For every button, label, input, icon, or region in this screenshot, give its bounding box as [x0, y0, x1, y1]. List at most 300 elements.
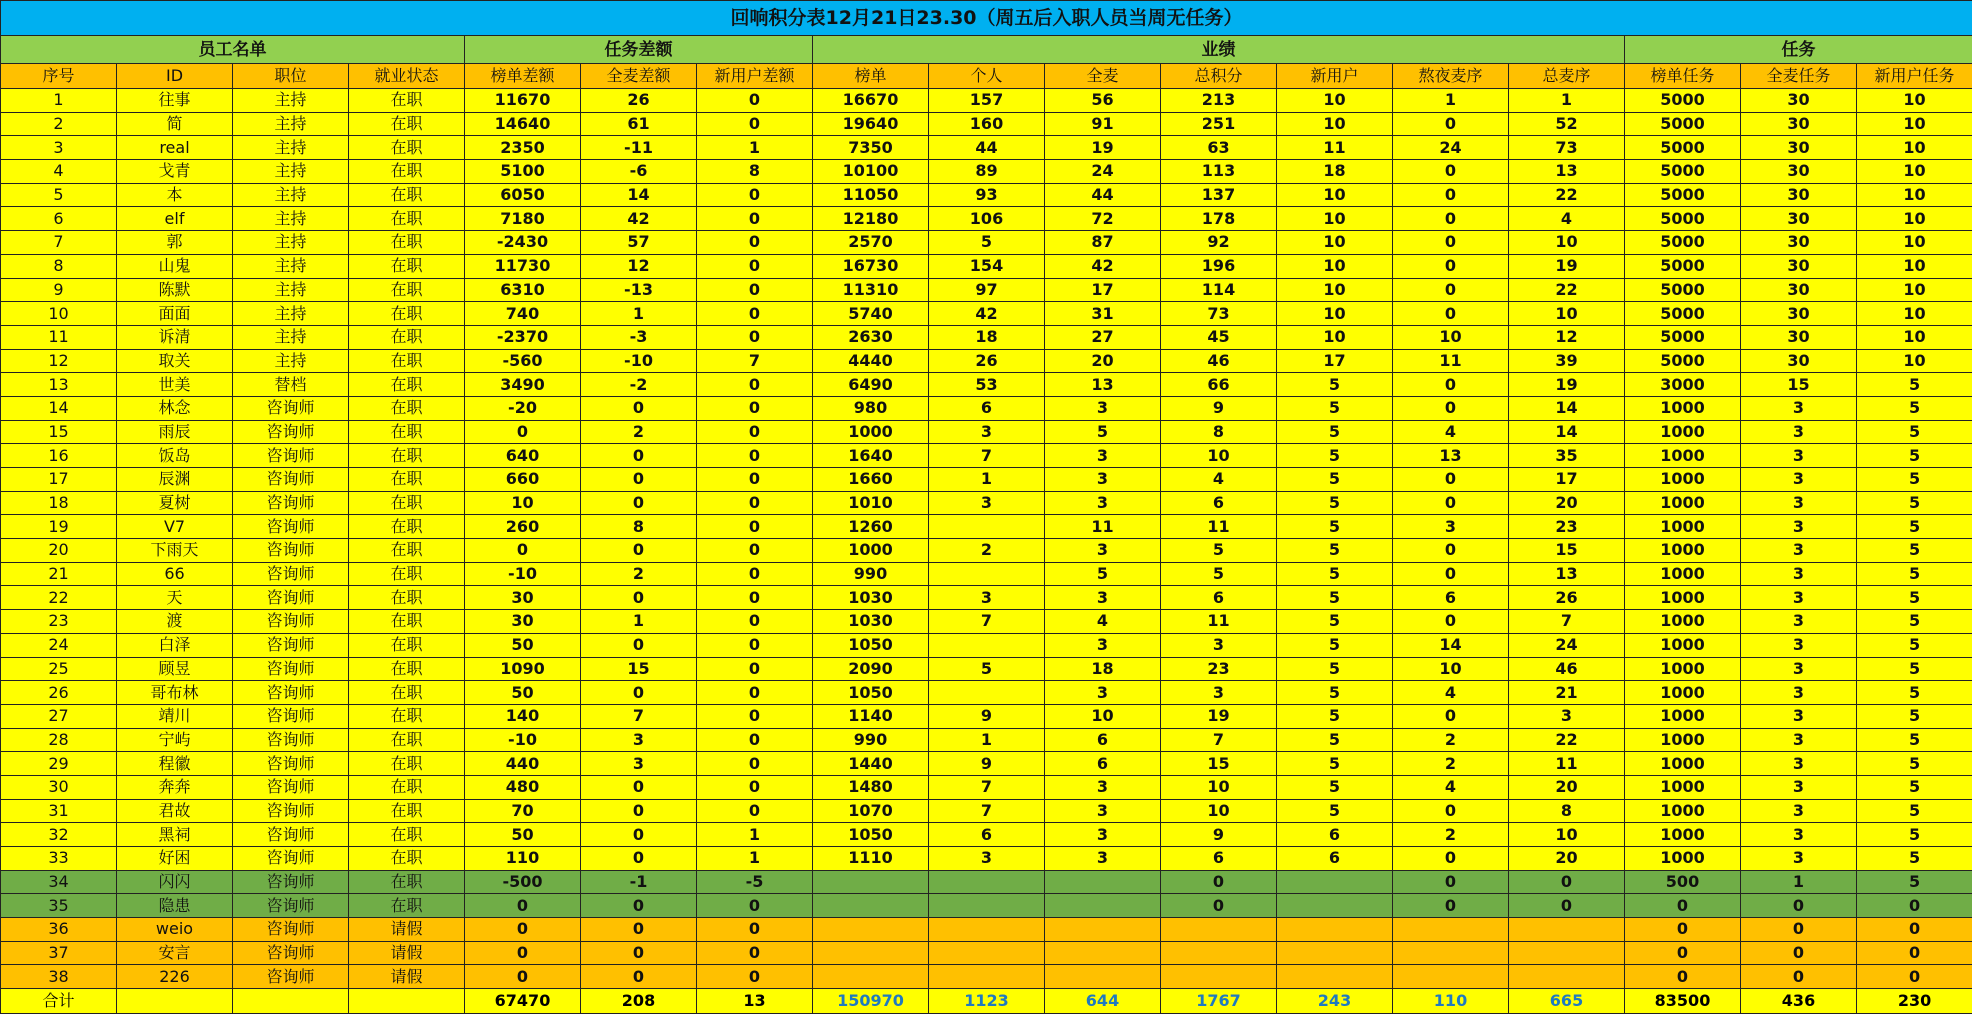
table-cell: 0 — [1161, 870, 1277, 894]
table-cell: 52 — [1509, 112, 1625, 136]
table-cell: 0 — [697, 918, 813, 942]
table-cell: 13 — [1, 373, 117, 397]
title-row — [1, 1, 1972, 36]
table-cell: 73 — [1509, 136, 1625, 160]
table-cell: 70 — [465, 799, 581, 823]
table-row — [1, 894, 1972, 918]
table-cell: 10 — [1509, 231, 1625, 255]
table-cell: 27 — [1045, 325, 1161, 349]
column-header: 全麦任务 — [1741, 64, 1857, 89]
table-cell: 5 — [1277, 515, 1393, 539]
table-cell: 1070 — [813, 799, 929, 823]
table-cell: 5 — [1277, 657, 1393, 681]
table-cell: 3000 — [1625, 373, 1741, 397]
column-header: 榜单 — [813, 64, 929, 89]
table-row — [1, 136, 1972, 160]
table-cell: 在职 — [349, 775, 465, 799]
table-cell: 0 — [697, 491, 813, 515]
table-cell: 0 — [1393, 539, 1509, 563]
table-cell: elf — [117, 207, 233, 231]
table-cell: 在职 — [349, 349, 465, 373]
table-cell: 44 — [929, 136, 1045, 160]
table-cell: 咨询师 — [233, 610, 349, 634]
table-cell: 2570 — [813, 231, 929, 255]
table-cell: 10 — [1277, 325, 1393, 349]
table-cell: 1640 — [813, 444, 929, 468]
table-cell: 辰渊 — [117, 468, 233, 492]
table-cell: 30 — [1741, 112, 1857, 136]
table-cell: 4 — [1393, 775, 1509, 799]
table-cell: 1050 — [813, 633, 929, 657]
table-cell: 13 — [1045, 373, 1161, 397]
table-cell: 5 — [1277, 420, 1393, 444]
table-cell: 请假 — [349, 941, 465, 965]
table-cell: 10100 — [813, 160, 929, 184]
table-cell: 5 — [1277, 586, 1393, 610]
table-cell: 咨询师 — [233, 396, 349, 420]
table-cell: 50 — [465, 681, 581, 705]
table-cell: 5 — [1277, 491, 1393, 515]
table-cell — [1393, 918, 1509, 942]
table-cell: 0 — [1741, 965, 1857, 989]
table-cell: 30 — [1741, 325, 1857, 349]
table-row — [1, 325, 1972, 349]
table-cell: 19 — [1509, 254, 1625, 278]
total-row — [1, 989, 1972, 1014]
total-cell: 243 — [1277, 989, 1393, 1014]
table-cell: 在职 — [349, 562, 465, 586]
table-cell: 在职 — [349, 633, 465, 657]
table-cell: 30 — [1741, 183, 1857, 207]
table-cell: 21 — [1509, 681, 1625, 705]
table-cell: 4440 — [813, 349, 929, 373]
table-cell: 26 — [929, 349, 1045, 373]
table-cell: 1000 — [1625, 610, 1741, 634]
table-cell: 5 — [1857, 373, 1972, 397]
table-cell: 天 — [117, 586, 233, 610]
table-cell: 19 — [1045, 136, 1161, 160]
table-cell: 1 — [929, 728, 1045, 752]
table-row — [1, 373, 1972, 397]
table-cell: 5 — [1857, 823, 1972, 847]
table-cell: 11310 — [813, 278, 929, 302]
total-cell: 1123 — [929, 989, 1045, 1014]
table-cell: 2 — [581, 562, 697, 586]
table-cell: 0 — [697, 775, 813, 799]
table-cell: 30 — [1741, 136, 1857, 160]
total-cell: 83500 — [1625, 989, 1741, 1014]
table-cell: 1050 — [813, 681, 929, 705]
table-cell: 咨询师 — [233, 894, 349, 918]
table-cell: 13 — [1393, 444, 1509, 468]
table-cell: 137 — [1161, 183, 1277, 207]
table-cell: 0 — [697, 254, 813, 278]
table-cell: 5 — [1857, 562, 1972, 586]
table-cell: 140 — [465, 704, 581, 728]
table-cell: 在职 — [349, 823, 465, 847]
table-cell: 5 — [1045, 562, 1161, 586]
table-cell: 7180 — [465, 207, 581, 231]
table-cell — [813, 894, 929, 918]
table-cell: 23 — [1, 610, 117, 634]
table-cell: 35 — [1509, 444, 1625, 468]
table-cell: 世美 — [117, 373, 233, 397]
table-cell: 13 — [1509, 160, 1625, 184]
table-cell: 5 — [1277, 752, 1393, 776]
table-cell: 15 — [1509, 539, 1625, 563]
table-cell: 在职 — [349, 728, 465, 752]
table-cell: 11 — [1509, 752, 1625, 776]
table-cell: 在职 — [349, 847, 465, 871]
table-cell — [1277, 870, 1393, 894]
table-cell: 0 — [1393, 894, 1509, 918]
table-cell — [813, 918, 929, 942]
table-row — [1, 610, 1972, 634]
table-cell: 15 — [1, 420, 117, 444]
table-cell: 雨辰 — [117, 420, 233, 444]
table-cell: 1000 — [1625, 633, 1741, 657]
table-cell: 4 — [1393, 681, 1509, 705]
table-cell: 196 — [1161, 254, 1277, 278]
table-cell: 0 — [1393, 373, 1509, 397]
table-cell: 0 — [581, 468, 697, 492]
table-cell: 1000 — [1625, 586, 1741, 610]
table-cell: 11 — [1393, 349, 1509, 373]
table-cell: 0 — [1393, 799, 1509, 823]
table-cell: 50 — [465, 633, 581, 657]
table-cell: 178 — [1161, 207, 1277, 231]
table-cell: 在职 — [349, 515, 465, 539]
table-cell: 19640 — [813, 112, 929, 136]
table-cell: 0 — [581, 586, 697, 610]
table-cell: 7 — [581, 704, 697, 728]
table-cell: 顾昱 — [117, 657, 233, 681]
table-cell: 0 — [465, 894, 581, 918]
table-cell: 61 — [581, 112, 697, 136]
table-cell: 0 — [697, 681, 813, 705]
table-cell: 1000 — [1625, 420, 1741, 444]
table-cell: 咨询师 — [233, 586, 349, 610]
table-cell: 1000 — [1625, 396, 1741, 420]
table-row — [1, 515, 1972, 539]
table-cell: 11 — [1277, 136, 1393, 160]
total-cell: 230 — [1857, 989, 1972, 1014]
table-cell: 3 — [1741, 610, 1857, 634]
table-cell: 6 — [1277, 823, 1393, 847]
table-cell: 在职 — [349, 254, 465, 278]
table-cell: 5 — [1277, 633, 1393, 657]
table-row — [1, 539, 1972, 563]
table-cell: 咨询师 — [233, 515, 349, 539]
table-row — [1, 420, 1972, 444]
table-cell: 42 — [581, 207, 697, 231]
table-cell: 5000 — [1625, 207, 1741, 231]
table-cell: 在职 — [349, 160, 465, 184]
table-cell: 在职 — [349, 444, 465, 468]
table-cell: 30 — [1741, 207, 1857, 231]
table-cell: -2430 — [465, 231, 581, 255]
table-cell: 5 — [929, 231, 1045, 255]
table-cell: 5 — [1045, 420, 1161, 444]
table-cell: -3 — [581, 325, 697, 349]
table-cell: 3 — [1393, 515, 1509, 539]
table-cell: 1000 — [813, 539, 929, 563]
total-cell: 208 — [581, 989, 697, 1014]
table-cell: 主持 — [233, 160, 349, 184]
table-cell: 咨询师 — [233, 468, 349, 492]
table-cell: 7 — [1161, 728, 1277, 752]
table-cell: 5 — [1857, 539, 1972, 563]
table-cell: 30 — [1, 775, 117, 799]
table-cell: 0 — [465, 420, 581, 444]
table-cell: 14640 — [465, 112, 581, 136]
table-row — [1, 704, 1972, 728]
total-cell: 110 — [1393, 989, 1509, 1014]
table-cell: 主持 — [233, 254, 349, 278]
table-cell: -20 — [465, 396, 581, 420]
total-cell: 150970 — [813, 989, 929, 1014]
table-cell: 0 — [581, 491, 697, 515]
total-cell — [233, 989, 349, 1014]
table-cell: 11730 — [465, 254, 581, 278]
table-cell: 0 — [1857, 965, 1972, 989]
table-cell: 3 — [1741, 657, 1857, 681]
table-cell — [929, 562, 1045, 586]
table-cell: 5 — [1857, 752, 1972, 776]
total-cell: 665 — [1509, 989, 1625, 1014]
table-row — [1, 941, 1972, 965]
table-cell: 30 — [1741, 278, 1857, 302]
table-cell: 14 — [1509, 420, 1625, 444]
table-cell: 1050 — [813, 823, 929, 847]
table-cell: 君故 — [117, 799, 233, 823]
table-cell: 18 — [1, 491, 117, 515]
table-cell: 72 — [1045, 207, 1161, 231]
table-cell: 5 — [1857, 420, 1972, 444]
table-cell: 1090 — [465, 657, 581, 681]
table-cell: 31 — [1045, 302, 1161, 326]
table-cell: 0 — [1509, 894, 1625, 918]
table-cell: 1000 — [1625, 704, 1741, 728]
table-cell: 4 — [1393, 420, 1509, 444]
table-cell: 哥布林 — [117, 681, 233, 705]
table-cell — [1277, 894, 1393, 918]
table-row — [1, 112, 1972, 136]
table-cell: 640 — [465, 444, 581, 468]
table-cell: 3 — [1045, 539, 1161, 563]
table-cell: 1000 — [1625, 681, 1741, 705]
table-row — [1, 89, 1972, 113]
column-header: 总积分 — [1161, 64, 1277, 89]
table-cell: 5 — [1277, 444, 1393, 468]
table-cell: 213 — [1161, 89, 1277, 113]
table-cell: 1 — [581, 610, 697, 634]
table-row — [1, 847, 1972, 871]
table-cell: 91 — [1045, 112, 1161, 136]
table-cell: 1 — [1509, 89, 1625, 113]
table-cell: 10 — [1277, 89, 1393, 113]
table-cell: 12 — [1509, 325, 1625, 349]
table-cell: 0 — [697, 752, 813, 776]
table-cell: 8 — [581, 515, 697, 539]
table-cell: 7350 — [813, 136, 929, 160]
table-cell: 在职 — [349, 136, 465, 160]
table-cell: 5000 — [1625, 183, 1741, 207]
table-cell: 0 — [1625, 894, 1741, 918]
sheet-title: 回响积分表12月21日23.30（周五后入职人员当周无任务） — [1, 1, 1972, 36]
table-cell: 14 — [1393, 633, 1509, 657]
table-cell — [813, 965, 929, 989]
table-cell: 30 — [1741, 302, 1857, 326]
table-cell: 简 — [117, 112, 233, 136]
table-cell: 0 — [697, 444, 813, 468]
table-cell: 0 — [697, 112, 813, 136]
table-cell: 46 — [1161, 349, 1277, 373]
table-cell: 主持 — [233, 302, 349, 326]
table-cell: -1 — [581, 870, 697, 894]
table-cell: 0 — [1509, 870, 1625, 894]
table-cell: 咨询师 — [233, 965, 349, 989]
table-cell: 63 — [1161, 136, 1277, 160]
table-cell: 在职 — [349, 681, 465, 705]
table-cell: 程徽 — [117, 752, 233, 776]
table-cell: 8 — [1509, 799, 1625, 823]
table-row — [1, 728, 1972, 752]
table-row — [1, 444, 1972, 468]
table-cell: 15 — [581, 657, 697, 681]
table-cell: 渡 — [117, 610, 233, 634]
table-cell: 5 — [1857, 610, 1972, 634]
table-cell: 34 — [1, 870, 117, 894]
table-cell — [929, 515, 1045, 539]
table-cell: 30 — [465, 586, 581, 610]
table-cell: 5 — [1857, 657, 1972, 681]
table-cell: 咨询师 — [233, 752, 349, 776]
table-row — [1, 633, 1972, 657]
table-cell: 10 — [1277, 278, 1393, 302]
table-cell: 6310 — [465, 278, 581, 302]
table-cell: 10 — [1277, 254, 1393, 278]
table-cell: 0 — [697, 373, 813, 397]
table-cell: 0 — [1741, 894, 1857, 918]
table-cell: 30 — [465, 610, 581, 634]
table-cell: 面面 — [117, 302, 233, 326]
table-cell: 10 — [1857, 349, 1972, 373]
table-cell: 980 — [813, 396, 929, 420]
table-cell: weio — [117, 918, 233, 942]
table-cell: 0 — [581, 444, 697, 468]
total-label: 合计 — [1, 989, 117, 1014]
table-cell: 取关 — [117, 349, 233, 373]
table-cell: 3 — [1741, 539, 1857, 563]
table-cell: 0 — [581, 539, 697, 563]
table-cell: 1030 — [813, 586, 929, 610]
table-cell: 5740 — [813, 302, 929, 326]
table-cell: 0 — [465, 918, 581, 942]
table-cell: 92 — [1161, 231, 1277, 255]
table-cell: 226 — [117, 965, 233, 989]
table-cell: 15 — [1741, 373, 1857, 397]
table-cell: 3 — [1741, 491, 1857, 515]
table-cell: 500 — [1625, 870, 1741, 894]
table-cell: 97 — [929, 278, 1045, 302]
table-cell: 1260 — [813, 515, 929, 539]
table-cell: 3 — [1161, 681, 1277, 705]
table-cell: 0 — [1393, 847, 1509, 871]
table-cell: 0 — [697, 610, 813, 634]
table-row — [1, 775, 1972, 799]
total-cell — [117, 989, 233, 1014]
table-cell: 3490 — [465, 373, 581, 397]
table-cell: 请假 — [349, 918, 465, 942]
table-cell: 5 — [1857, 444, 1972, 468]
table-cell: 15 — [1161, 752, 1277, 776]
table-cell: 42 — [929, 302, 1045, 326]
table-cell: 主持 — [233, 349, 349, 373]
table-cell: 咨询师 — [233, 681, 349, 705]
table-cell — [929, 965, 1045, 989]
table-cell: 5 — [1277, 704, 1393, 728]
table-cell: 隐患 — [117, 894, 233, 918]
table-cell: 5 — [1277, 562, 1393, 586]
table-cell: 10 — [1857, 112, 1972, 136]
table-cell: 0 — [1625, 965, 1741, 989]
table-cell: 在职 — [349, 799, 465, 823]
table-cell: 5 — [1277, 799, 1393, 823]
table-cell: 33 — [1, 847, 117, 871]
table-cell: 11 — [1161, 515, 1277, 539]
table-cell: 10 — [1857, 136, 1972, 160]
table-cell: 3 — [1045, 823, 1161, 847]
table-cell: 奔奔 — [117, 775, 233, 799]
table-cell: -11 — [581, 136, 697, 160]
table-cell: 0 — [465, 965, 581, 989]
table-cell: 1030 — [813, 610, 929, 634]
table-cell: 好困 — [117, 847, 233, 871]
table-cell: 3 — [1509, 704, 1625, 728]
table-cell: 160 — [929, 112, 1045, 136]
table-cell: 440 — [465, 752, 581, 776]
table-cell: 8 — [1, 254, 117, 278]
table-cell: 5 — [1161, 539, 1277, 563]
table-cell: 4 — [1, 160, 117, 184]
table-cell: 6 — [1161, 491, 1277, 515]
table-row — [1, 302, 1972, 326]
table-cell: 在职 — [349, 468, 465, 492]
table-cell: 18 — [1045, 657, 1161, 681]
table-cell: 咨询师 — [233, 823, 349, 847]
table-cell: 在职 — [349, 231, 465, 255]
table-cell: 主持 — [233, 183, 349, 207]
table-cell: 10 — [1857, 278, 1972, 302]
table-cell: 110 — [465, 847, 581, 871]
table-cell: 10 — [1393, 657, 1509, 681]
table-cell — [1509, 965, 1625, 989]
table-cell: 在职 — [349, 112, 465, 136]
table-cell — [1045, 941, 1161, 965]
table-cell: 73 — [1161, 302, 1277, 326]
table-cell: 替档 — [233, 373, 349, 397]
table-cell: 18 — [1277, 160, 1393, 184]
table-cell: 咨询师 — [233, 870, 349, 894]
table-cell: 咨询师 — [233, 420, 349, 444]
group-header: 任务差额 — [465, 36, 813, 64]
table-cell: 17 — [1509, 468, 1625, 492]
table-cell — [1161, 965, 1277, 989]
table-cell: 6 — [929, 396, 1045, 420]
table-cell: 6 — [1, 207, 117, 231]
table-cell — [929, 918, 1045, 942]
